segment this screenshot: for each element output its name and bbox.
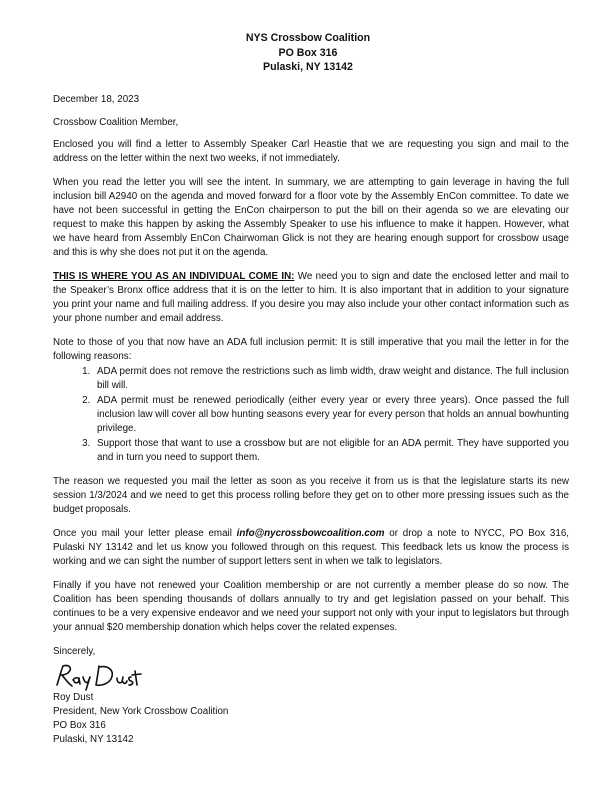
org-name: NYS Crossbow Coalition xyxy=(245,32,371,44)
signer-name: Roy Dust xyxy=(53,692,94,703)
paragraph-call-to-action xyxy=(53,270,569,326)
feedback-text-after: or drop a note to NYCC, PO Box 316, Pulaski NY 13142 and let us know you followed through on this request. This feedback lets us know the process is working and we can sight the number of support letters sent in when we talk to legislators. xyxy=(53,528,569,567)
reason-item: 1. ADA permit does not remove the restrictions such as limb width, draw weight and distance. The full inclusion bill will. xyxy=(93,365,569,393)
signature-block xyxy=(53,691,569,747)
closing: Sincerely, xyxy=(53,646,96,657)
call-to-action-text: We need you to sign and date the enclosed letter and mail to the Speaker’s Bronx office address that it is on the letter to him. It is also important that in addition to your signature you print your name and full mailing address. If you desire you may also include your other contact information such as your phone number and email address. xyxy=(53,271,569,324)
handwritten-signature xyxy=(53,661,569,691)
paragraph-intent: When you read the letter you will see the intent. In summary, we are attempting to gain leverage in having the full inclusion bill A2940 on the agenda and moved forward for a floor vote by the Assembly EnCon committee. To date we have not been successful in getting the EnCon chairperson to put the bill on their agenda so we are elevating our request to make this happen by asking the Assembly Speaker to use his influence to make it happen. However, what we have heard from Assembly EnCon Chairwoman Glick is not they are hearing enough support for crossbow usage and this is why she does not put it on the agenda. xyxy=(53,177,569,258)
paragraph-feedback xyxy=(53,527,569,569)
signer-city: Pulaski, NY 13142 xyxy=(53,734,134,745)
letter-body xyxy=(53,93,569,747)
feedback-text-before: Once you mail your letter please email xyxy=(53,528,237,539)
reason-item: 2. ADA permit must be renewed periodically (either every year or every three years). Once passed the full inclusion law will cover all bow hunting seasons every year for every person that holds an annual bowhunting privilege. xyxy=(93,394,569,436)
paragraph-timing: The reason we requested you mail the letter as soon as you receive it from us is that the legislature starts its new session 1/3/2024 and we need to get this process rolling before they get on to other more pressing issues such as the budget proposals. xyxy=(53,476,569,515)
paragraph-enclosed: Enclosed you will find a letter to Assembly Speaker Carl Heastie that we are requesting you sign and mail to the address on the letter within the next two weeks, if not immediately. xyxy=(53,139,569,164)
letterhead xyxy=(0,31,616,75)
call-to-action-emphasis: THIS IS WHERE YOU AS AN INDIVIDUAL COME IN: xyxy=(53,271,295,282)
salutation: Crossbow Coalition Member, xyxy=(53,117,179,128)
signer-title: President, New York Crossbow Coalition xyxy=(53,706,229,717)
letter-date: December 18, 2023 xyxy=(53,94,140,105)
paragraph-ada-note: Note to those of you that now have an ADA full inclusion permit: It is still imperative that you mail the letter in for the following reasons: xyxy=(53,337,569,362)
org-po-box: PO Box 316 xyxy=(278,46,338,59)
reasons-list xyxy=(53,365,569,465)
paragraph-membership: Finally if you have not renewed your Coalition membership or are not currently a member please do so now. The Coalition has been spending thousands of dollars annually to try and get legislation passed on your behalf. This continues to be a very expensive endeavor and we need your support not only with your input to legislators but through your annual $20 membership donation which helps cover the related expenses. xyxy=(53,580,569,633)
signer-po-box: PO Box 316 xyxy=(53,720,106,731)
reason-item: 3. Support those that want to use a crossbow but are not eligible for an ADA permit. They have supported you and in turn you need to support them. xyxy=(93,437,569,465)
email-link[interactable]: info@nycrossbowcoalition.com xyxy=(236,528,385,539)
org-city: Pulaski, NY 13142 xyxy=(263,61,353,73)
